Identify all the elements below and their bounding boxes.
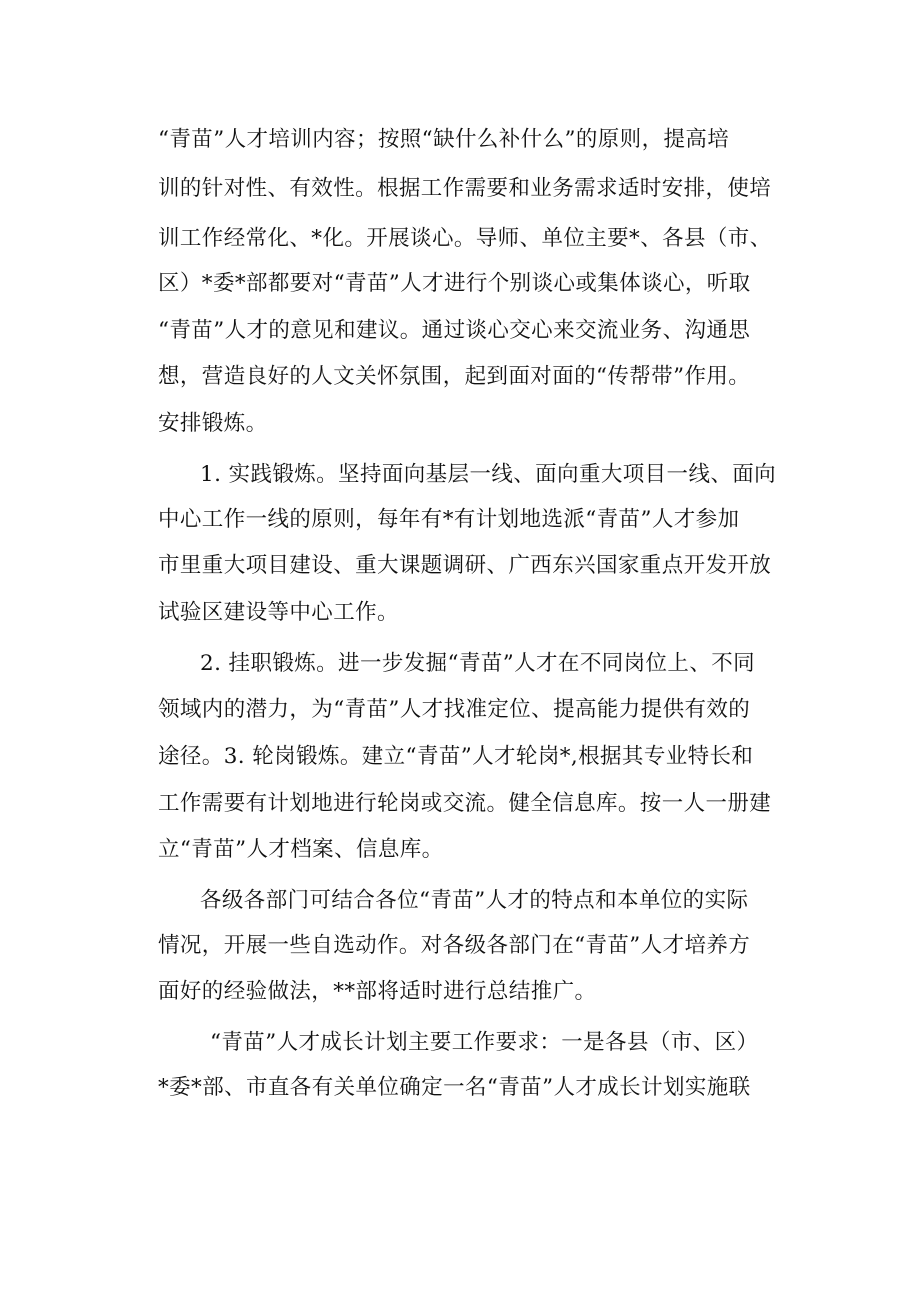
text-line-14: 途径。3. 轮岗锻炼。建立“青苗”人才轮岗*,根据其专业特长和 <box>158 744 754 769</box>
text-line-13: 领域内的潜力，为“青苗”人才找准定位、提高能力提供有效的 <box>158 697 751 722</box>
text-line-12: 2. 挂职锻炼。进一步发掘“青苗”人才在不同岗位上、不同 <box>200 651 756 676</box>
text-line-17: 各级各部门可结合各位“青苗”人才的特点和本单位的实际 <box>200 888 749 913</box>
text-line-4: 区）*委*部都要对“青苗”人才进行个别谈心或集体谈心，听取 <box>158 271 751 296</box>
text-line-19: 面好的经验做法，**部将适时进行总结推广。 <box>158 979 597 1004</box>
text-line-7: 安排锻炼。 <box>158 411 268 436</box>
text-line-2: 训的针对性、有效性。根据工作需要和业务需求适时安排，使培 <box>158 176 772 201</box>
text-line-9: 中心工作一线的原则，每年有*有计划地选派“青苗”人才参加 <box>158 507 740 532</box>
text-line-15: 工作需要有计划地进行轮岗或交流。健全信息库。按一人一册建 <box>158 791 772 816</box>
text-line-5: “青苗”人才的意见和建议。通过谈心交心来交流业务、沟通思 <box>158 318 751 343</box>
text-line-18: 情况，开展一些自选动作。对各级各部门在“青苗”人才培养方 <box>158 933 751 958</box>
text-line-11: 试验区建设等中心工作。 <box>158 600 399 625</box>
text-line-8: 1. 实践锻炼。坚持面向基层一线、面向重大项目一线、面向 <box>200 462 777 487</box>
text-line-6: 想，营造良好的人文关怀氛围，起到面对面的“传帮带”作用。 <box>158 364 751 389</box>
text-line-16: 立“青苗”人才档案、信息库。 <box>158 837 444 862</box>
text-line-21: *委*部、市直各有关单位确定一名“青苗”人才成长计划实施联 <box>158 1075 751 1100</box>
text-line-20: “青苗”人才成长计划主要工作要求：一是各县（市、区） <box>210 1030 759 1055</box>
text-line-1: “青苗”人才培训内容；按照“缺什么补什么”的原则，提高培 <box>158 127 730 152</box>
text-line-10: 市里重大项目建设、重大课题调研、广西东兴国家重点开发开放 <box>158 553 772 578</box>
text-line-3: 训工作经常化、*化。开展谈心。导师、单位主要*、各县（市、 <box>158 226 772 251</box>
